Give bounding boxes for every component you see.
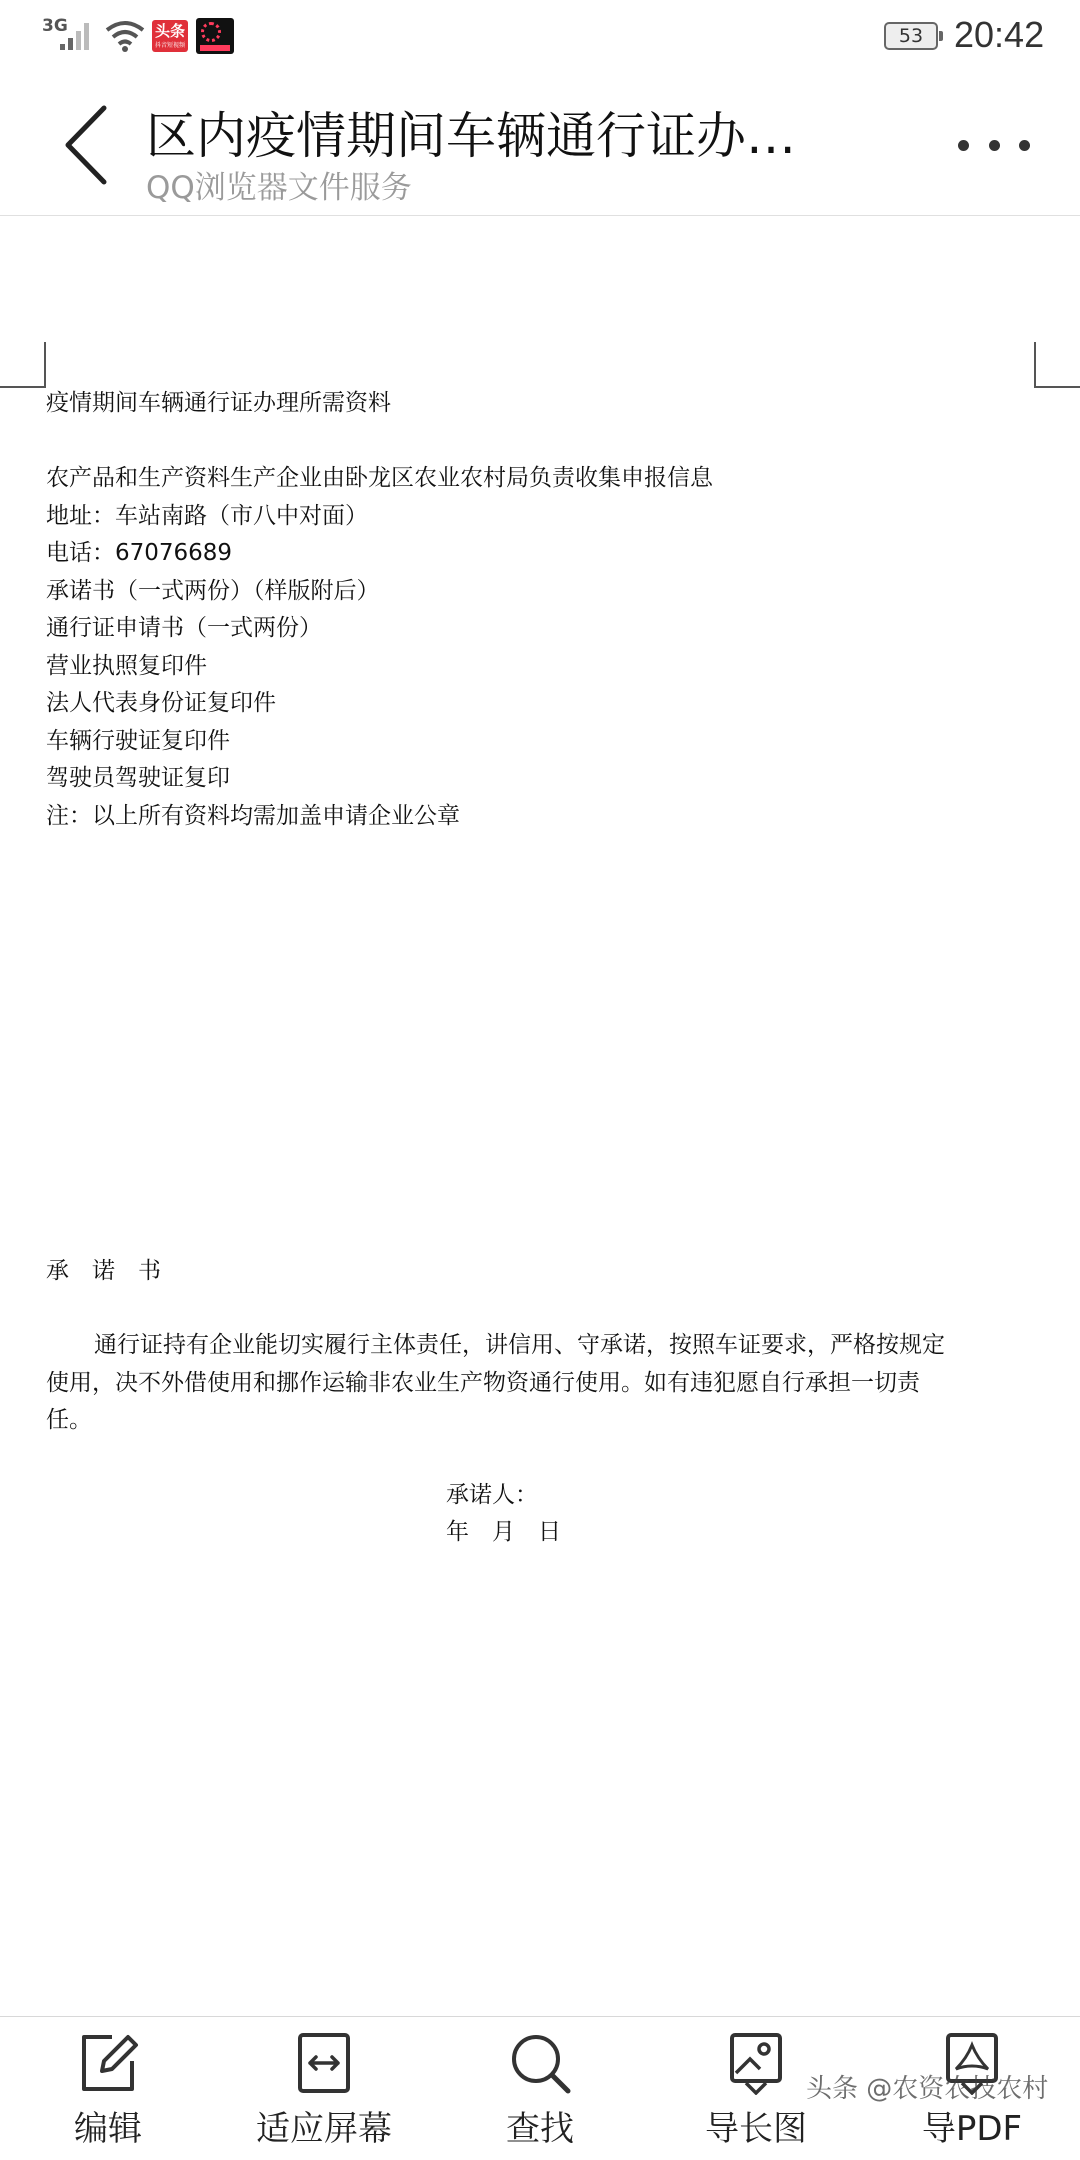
status-bar bbox=[0, 0, 1080, 72]
pledge-title: 承 诺 书 bbox=[46, 1258, 161, 1284]
video-app-icon bbox=[196, 18, 234, 54]
list-item: 营业执照复印件 bbox=[46, 652, 207, 679]
document-viewer[interactable] bbox=[0, 217, 1080, 2017]
crop-mark-right bbox=[1034, 342, 1080, 388]
pledge-body: 通行证持有企业能切实履行主体责任，讲信用、守承诺，按照车证要求，严格按规定 使用，决不外借使用和挪作运输非农业生产物资通行使用。如有违犯愿自行承担一切责 任。 bbox=[46, 1332, 945, 1433]
more-dot-icon bbox=[989, 140, 1000, 151]
network-type: 3G bbox=[42, 16, 68, 36]
fit-width-icon bbox=[292, 2031, 356, 2095]
export-pdf-label: 导PDF bbox=[921, 2109, 1023, 2149]
list-item: 注：以上所有资料均需加盖申请企业公章 bbox=[46, 802, 460, 829]
document-heading: 疫情期间车辆通行证办理所需资料 bbox=[46, 390, 391, 416]
page-title: 区内疫情期间车辆通行证办… bbox=[146, 107, 796, 165]
find-label: 查找 bbox=[506, 2109, 574, 2149]
export-image-label: 导长图 bbox=[705, 2109, 807, 2149]
crop-mark-left bbox=[0, 342, 46, 388]
list-item: 驾驶员驾驶证复印 bbox=[46, 765, 230, 791]
more-dot-icon bbox=[958, 140, 969, 151]
requirements-list bbox=[46, 460, 1036, 835]
list-item: 电话：67076689 bbox=[46, 540, 233, 566]
clock: 20:42 bbox=[954, 14, 1045, 55]
wifi-icon bbox=[104, 18, 146, 54]
signal-icon bbox=[58, 18, 96, 52]
battery-icon: 53 bbox=[884, 22, 938, 50]
chevron-left-icon bbox=[52, 100, 122, 190]
page-subtitle: QQ浏览器文件服务 bbox=[146, 170, 412, 206]
edit-icon bbox=[76, 2031, 140, 2095]
fit-screen-button[interactable] bbox=[244, 2031, 404, 2160]
list-item: 承诺书（一式两份）（样版附后） bbox=[46, 577, 380, 604]
app-header bbox=[0, 72, 1080, 216]
list-item: 地址：车站南路（市八中对面） bbox=[46, 502, 368, 529]
list-item: 车辆行驶证复印件 bbox=[46, 727, 230, 754]
fit-screen-label: 适应屏幕 bbox=[256, 2109, 392, 2149]
find-button[interactable] bbox=[460, 2031, 620, 2160]
list-item: 通行证申请书（一式两份） bbox=[46, 615, 322, 641]
edit-button[interactable] bbox=[28, 2031, 188, 2160]
edit-label: 编辑 bbox=[74, 2109, 142, 2149]
toutiao-app-icon: 头条 抖音短视频 bbox=[152, 20, 188, 52]
list-item: 法人代表身份证复印件 bbox=[46, 690, 276, 716]
list-item: 农产品和生产资料生产企业由卧龙区农业农村局负责收集申报信息 bbox=[46, 465, 713, 491]
back-button[interactable] bbox=[52, 100, 122, 190]
more-menu-button[interactable] bbox=[958, 130, 1030, 160]
search-icon bbox=[508, 2031, 572, 2095]
watermark: 头条 @农资农技农村 bbox=[806, 2074, 1049, 2104]
more-dot-icon bbox=[1019, 140, 1030, 151]
image-export-icon bbox=[724, 2031, 788, 2095]
signer-label: 承诺人： bbox=[446, 1482, 538, 1508]
date-label: 年 月 日 bbox=[446, 1519, 561, 1545]
